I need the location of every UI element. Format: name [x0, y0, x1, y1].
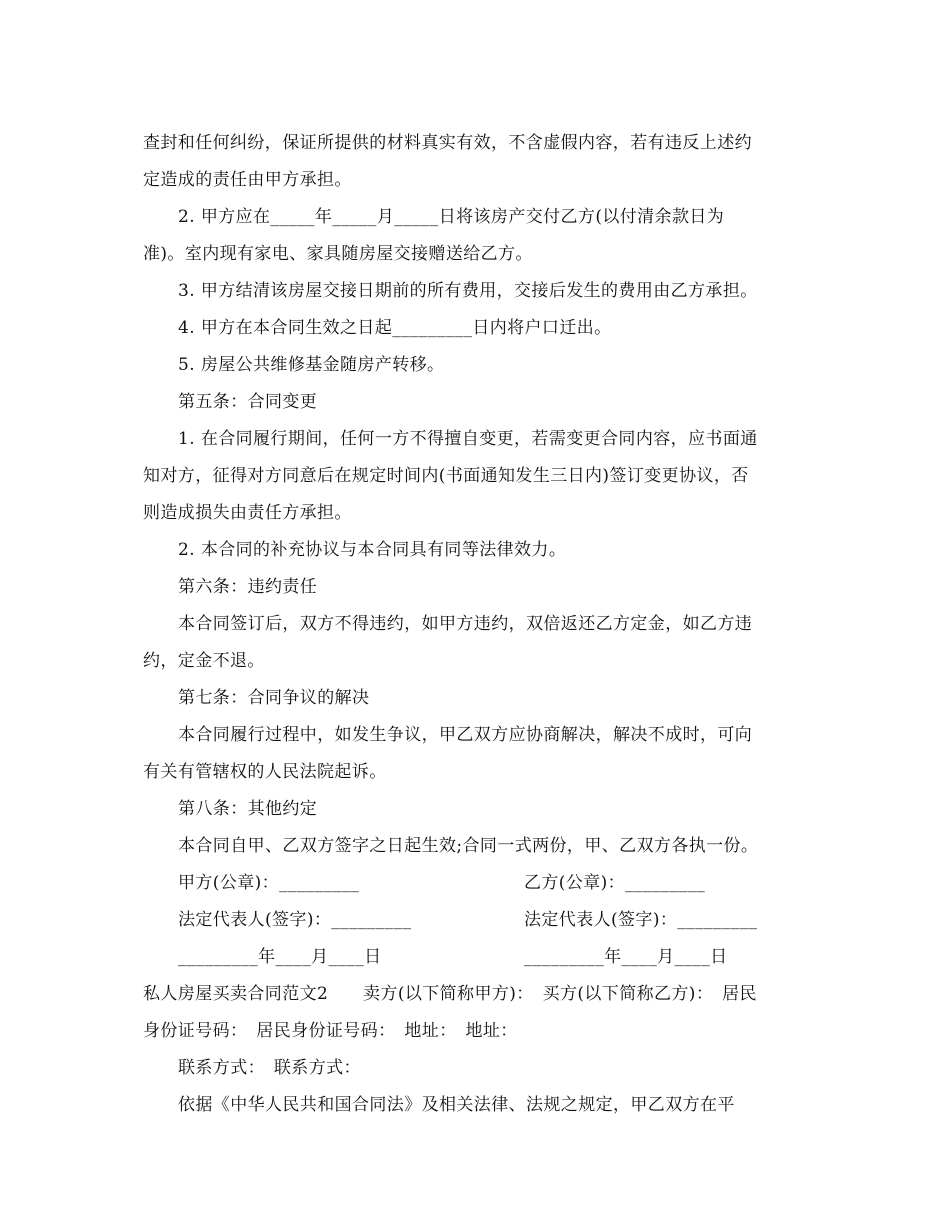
party-a-representative: 法定代表人(签字)：_________ — [178, 910, 412, 930]
body-text-line: 约，定金不退。 — [143, 651, 265, 671]
body-text-line: 本合同履行过程中，如发生争议，甲乙双方应协商解决，解决不成时，可向 — [178, 725, 753, 745]
clause-item: 3. 甲方结清该房屋交接日期前的所有费用，交接后发生的费用由乙方承担。 — [178, 281, 758, 301]
party-a-seal: 甲方(公章)：_________ — [178, 873, 360, 893]
section-heading: 第六条：违约责任 — [178, 577, 318, 597]
body-text-line: 知对方，征得对方同意后在规定时间内(书面通知发生三日内)签订变更协议，否 — [143, 466, 749, 486]
party-b-date: _________年____月____日 — [524, 947, 728, 967]
body-text-line: 查封和任何纠纷，保证所提供的材料真实有效，不含虚假内容，若有违反上述约 — [143, 133, 752, 153]
body-text-line: 本合同签订后，双方不得违约，如甲方违约，双倍返还乙方定金，如乙方违 — [178, 614, 753, 634]
clause-item: 2. 甲方应在_____年_____月_____日将该房产交付乙方(以付清余款日为 — [178, 207, 725, 227]
party-b-representative: 法定代表人(签字)：_________ — [524, 910, 758, 930]
body-text-line: 有关有管辖权的人民法院起诉。 — [143, 762, 387, 782]
clause-item: 4. 甲方在本合同生效之日起_________日内将户口迁出。 — [178, 318, 612, 338]
clause-item: 2. 本合同的补充协议与本合同具有同等法律效力。 — [178, 540, 567, 560]
section-heading: 第七条：合同争议的解决 — [178, 688, 370, 708]
party-b-seal: 乙方(公章)：_________ — [524, 873, 706, 893]
body-text-line: 则造成损失由责任方承担。 — [143, 503, 352, 523]
clause-item: 5. 房屋公共维修基金随房产转移。 — [178, 355, 445, 375]
section-heading: 第八条：其他约定 — [178, 799, 318, 819]
body-text-line: 依据《中华人民共和国合同法》及相关法律、法规之规定，甲乙双方在平 — [178, 1095, 735, 1115]
body-text-line: 定造成的责任由甲方承担。 — [143, 170, 352, 190]
body-text-line: 私人房屋买卖合同范文2 卖方(以下简称甲方)： 买方(以下简称乙方)： 居民 — [143, 984, 757, 1004]
body-text-line: 本合同自甲、乙双方签字之日起生效;合同一式两份，甲、乙双方各执一份。 — [178, 836, 759, 856]
body-text-line: 准)。室内现有家电、家具随房屋交接赠送给乙方。 — [143, 244, 533, 264]
party-a-date: _________年____月____日 — [178, 947, 382, 967]
body-text-line: 联系方式： 联系方式： — [178, 1058, 361, 1078]
body-text-line: 身份证号码： 居民身份证号码： 地址： 地址： — [143, 1021, 518, 1041]
section-heading: 第五条：合同变更 — [178, 392, 318, 412]
clause-item: 1. 在合同履行期间，任何一方不得擅自变更，若需变更合同内容，应书面通 — [178, 429, 758, 449]
